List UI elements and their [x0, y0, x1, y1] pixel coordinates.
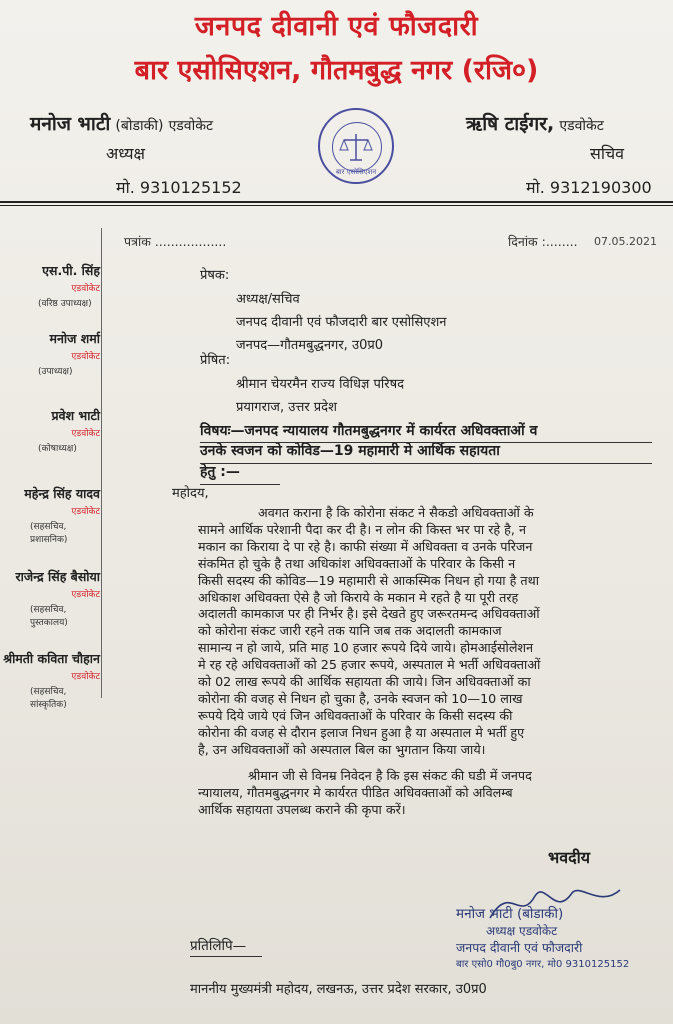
para1-line: कोरोना की वजह से निधन हो चुका है, उनके स्वजन को 10—10 लाख: [198, 690, 523, 706]
officer-name: राजेन्द्र सिंह बैसोया: [15, 569, 100, 584]
para2-line: न्यायालय, गौतमबुद्धनगर मे कार्यरत पीडित अधिवक्ताओं को अविलम्ब: [198, 784, 513, 800]
officer-name: मनोज शर्मा: [49, 331, 100, 346]
to-label: प्रेषित:: [200, 353, 231, 368]
sidebar-officer-6: [0, 650, 100, 710]
copy-label-underline: [190, 956, 262, 957]
letterhead-title-line1: जनपद दीवानी एवं फौजदारी: [194, 11, 479, 42]
from-line-1: अध्यक्ष/सचिव: [236, 292, 300, 307]
officer-role: (सहसचिव, सांस्कृतिक): [30, 687, 67, 710]
officer-role: (कोषाध्यक्ष): [38, 444, 77, 454]
from-line-3: जनपद—गौतमबुद्धनगर, उ0प्र0: [236, 338, 384, 353]
officer-name: महेन्द्र सिंह यादव: [24, 486, 100, 501]
officer-role: (वरिष्ठ उपाध्यक्ष): [38, 299, 92, 309]
officer-advocate: एडवोकेट: [71, 352, 100, 362]
subject-label: विषयः—: [200, 423, 245, 439]
secretary-designation: एडवोकेट: [559, 118, 604, 134]
president-role: अध्यक्ष: [106, 144, 145, 163]
to-line-1: श्रीमान चेयरमैन राज्य विधिज्ञ परिषद: [236, 377, 404, 392]
officer-name: श्रीमती कविता चौहान: [3, 651, 100, 666]
officer-role: (सहसचिव, पुस्तकालय): [30, 605, 68, 628]
officer-advocate: एडवोकेट: [71, 590, 100, 600]
subject-line-1: जनपद न्यायालय गौतमबुद्धनगर में कार्यरत अधिवक्ताओं व: [244, 423, 538, 439]
officer-advocate: एडवोकेट: [71, 672, 100, 682]
para2-line: आर्थिक सहायता उपलब्ध कराने की कृपा करें।: [198, 801, 406, 817]
copy-label: प्रतिलिपि—: [190, 938, 247, 954]
signature-association: जनपद दीवानी एवं फौजदारी: [456, 940, 583, 955]
to-line-2: प्रयागराज, उत्तर प्रदेश: [236, 400, 337, 415]
subject-line-2: उनके स्वजन को कोविड—19 महामारी मे आर्थिक सहायता: [200, 443, 500, 460]
para1-line: कोरोना की वजह से दौरान इलाज निधन हुआ है या अस्पताल मे भर्ती हुए: [198, 724, 525, 740]
para1-line: मकान का किराया दे पा रहे है। काफी संख्या में अधिवक्ता व उनके परिजन: [198, 538, 533, 554]
copy-recipient: माननीय मुख्यमंत्री महोदय, लखनऊ, उत्तर प्रदेश सरकार, उ0प्र0: [190, 982, 487, 997]
para1-line: सामने आर्थिक परेशानी पैदा कर दी है। न लोन की किस्त भर पा रहे है, न: [198, 521, 526, 537]
para1-line: सामान्य न हो जाये, प्रति माह 10 हजार रूपये दिये जाये। होमआईसोलेशन: [198, 640, 534, 656]
letterhead-title-line2: बार एसोसिएशन, गौतमबुद्ध नगर (रजि०): [134, 55, 539, 86]
from-label: प्रेषक:: [200, 268, 230, 283]
association-seal-icon: [318, 108, 394, 184]
para1-line: रूपये दिये जाये एवं जिन अधिवक्ताओं के परिवार के किसी सदस्य की: [198, 707, 513, 723]
subject-underline-1: [200, 442, 652, 443]
officer-advocate: एडवोकेट: [71, 507, 100, 517]
para1-line: को 02 लाख रूपये की आर्थिक सहायता की जाये। जिन अधिवक्ताओं का: [198, 674, 531, 690]
president-block: [30, 110, 213, 136]
paragraph-2: [198, 768, 638, 819]
para1-line: को कोरोना संकट जारी रहने तक यानि जब तक अदालती कामकाज: [198, 623, 502, 639]
officer-name: एस.पी. सिंह: [42, 263, 100, 278]
secretary-mobile: मो. 9312190300: [526, 178, 652, 197]
officer-role: (सहसचिव, प्रशासनिक): [30, 522, 68, 545]
officer-role: (उपाध्यक्ष): [38, 367, 73, 377]
sidebar-officer-5: [0, 568, 100, 628]
president-nick: (बोडाकी): [115, 118, 164, 134]
secretary-block: [466, 110, 604, 136]
president-mobile: मो. 9310125152: [116, 178, 242, 197]
sidebar-officer-1: [0, 262, 100, 309]
letter-subject: [200, 421, 652, 482]
sidebar-divider: [101, 228, 102, 698]
para1-line: अवगत कराना है कि कोरोना संकट ने सैकडो अधिवक्ताओं के: [258, 505, 534, 520]
signature-name: मनोज भाटी (बोडाकी): [456, 906, 564, 922]
seal-text: बार एसोसिएशन: [335, 168, 377, 176]
from-line-2: जनपद दीवानी एवं फौजदारी बार एसोसिएशन: [236, 315, 447, 330]
paragraph-1: [198, 505, 638, 759]
subject-line-3: हेतु :—: [200, 463, 240, 480]
ref-number-label: पत्रांक ..................: [124, 234, 227, 249]
officer-advocate: एडवोकेट: [71, 429, 100, 439]
signature-contact: बार एसो0 गौ0बु0 नगर, मो0 9310125152: [456, 959, 630, 970]
secretary-role: सचिव: [590, 144, 625, 163]
sidebar-officer-3: [0, 407, 100, 454]
president-name: मनोज भाटी: [30, 113, 111, 135]
date-label: दिनांक :........: [508, 234, 578, 249]
para1-line: अदालती कामकाज पर ही निर्भर है। इसे देखते हुए जरूरतमन्द अधिवक्ताओं: [198, 606, 540, 622]
para1-line: किसी सदस्य की कोविड—19 महामारी से आकस्मिक निधन हो गया है तथा: [198, 572, 540, 588]
para2-line: श्रीमान जी से विनम्र निवेदन है कि इस संकट की घडी में जनपद: [248, 768, 532, 783]
officer-advocate: एडवोकेट: [71, 284, 100, 294]
para1-line: मे रह रहे अधिवक्ताओं को 25 हजार रूपये, अस्पताल मे भर्ती अधिवक्ताओं: [198, 657, 541, 673]
president-designation: एडवोकेट: [168, 118, 214, 134]
officer-name: प्रवेश भाटी: [51, 408, 100, 423]
sidebar-officer-2: [0, 330, 100, 377]
secretary-name: ऋषि टाईगर,: [466, 113, 555, 135]
para1-line: अधिकाश अधिवक्ता ऐसे है जो किराये के मकान मे रहते है या पूरी तरह: [198, 589, 519, 605]
header-divider: [0, 201, 673, 203]
para1-line: संकमित हो चुके है तथा अधिकांश अधिवक्ताओं के परिवार के किसी न: [198, 555, 516, 571]
subject-underline-3: [200, 484, 280, 485]
sidebar-officer-4: [0, 485, 100, 545]
signature-designation: अध्यक्ष एडवोकेट: [486, 924, 558, 938]
subject-underline-2: [200, 463, 652, 464]
date-value: 07.05.2021: [594, 235, 657, 248]
closing: भवदीय: [548, 848, 591, 867]
para1-line: है, उन अधिवक्ताओं को अस्पताल बिल का भुगतान किया जाये।: [198, 741, 486, 757]
salutation: महोदय,: [172, 486, 209, 501]
header-divider-thin: [0, 205, 673, 206]
